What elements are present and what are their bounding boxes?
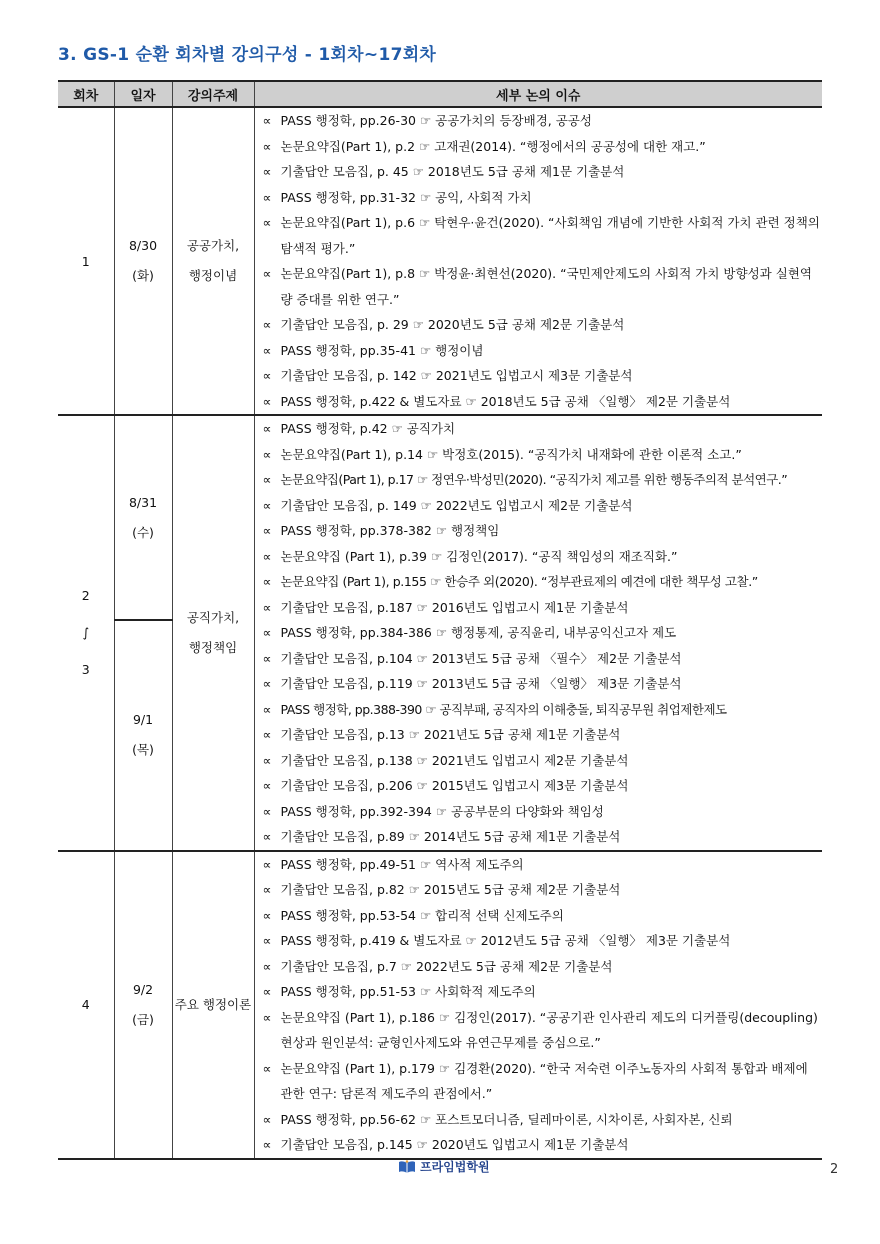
- list-item: ∝ 기출답안 모음집, p. 142 ☞ 2021년도 입법고시 제3문 기출분석: [262, 368, 633, 383]
- list-item: ∝ PASS 행정학, pp.53-54 ☞ 합리적 선택 신제도주의: [262, 907, 564, 923]
- issue-list: [254, 415, 822, 620]
- list-item: ∝ 기출답안 모음집, p.89 ☞ 2014년도 5급 공채 제1문 기출분석: [262, 829, 621, 844]
- list-item: ∝ 기출답안 모음집, p. 149 ☞ 2022년도 입법고시 제2문 기출분석: [262, 497, 633, 513]
- list-item: ∝ 논문요약집(Part 1), p.8 ☞ 박정윤·최현선(2020). “국민제안제도의 사회적 가치 방향성과 실현역량 증대를 위한 연구.”: [262, 266, 812, 307]
- issue-list: [254, 107, 822, 415]
- issue-list: [254, 620, 822, 851]
- list-item: ∝ 논문요약집 (Part 1), p.39 ☞ 김정인(2017). “공직 책임성의 재조직화.”: [262, 548, 678, 564]
- schedule-table: [58, 80, 822, 1160]
- list-item: ∝ 기출답안 모음집, p.145 ☞ 2020년도 입법고시 제1문 기출분석: [262, 1137, 629, 1152]
- table-header-row: [58, 81, 822, 107]
- footer-logo: [398, 1158, 490, 1175]
- list-item: ∝ 기출답안 모음집, p.206 ☞ 2015년도 입법고시 제3문 기출분석: [262, 778, 629, 793]
- list-item: ∝ PASS 행정학, pp.31-32 ☞ 공익, 사회적 가치: [262, 189, 532, 205]
- session-date: 8/31 (수): [114, 415, 172, 620]
- header-topic: 강의주제: [172, 81, 254, 107]
- list-item: ∝ 논문요약집 (Part 1), p.179 ☞ 김경환(2020). “한국 저숙련 이주노동자의 사회적 통합과 배제에 관한 연구: 담론적 제도주의 관점에서.”: [262, 1060, 808, 1101]
- session-number: 4: [58, 851, 114, 1159]
- list-item: ∝ PASS 행정학, pp.49-51 ☞ 역사적 제도주의: [262, 856, 524, 872]
- page-title: 3. GS-1 순환 회차별 강의구성 - 1회차~17회차: [58, 45, 437, 65]
- list-item: ∝ 논문요약집 (Part 1), p.155 ☞ 한승주 외(2020). “정부관료제의 예견에 대한 책무성 고찰.”: [262, 574, 758, 589]
- issue-list: [254, 851, 822, 1159]
- table-row: [58, 107, 822, 415]
- list-item: ∝ 기출답안 모음집, p.104 ☞ 2013년도 5급 공채 〈필수〉 제2문 기출분석: [262, 650, 682, 666]
- session-topic: 공공가치, 행정이념: [172, 107, 254, 415]
- table-row: [58, 415, 822, 620]
- session-date: 9/1 (목): [114, 620, 172, 851]
- list-item: ∝ PASS 행정학, pp.378-382 ☞ 행정책임: [262, 523, 500, 538]
- list-item: ∝ PASS 행정학, pp.51-53 ☞ 사회학적 제도주의: [262, 984, 536, 999]
- list-item: ∝ 논문요약집(Part 1), p.2 ☞ 고재권(2014). “행정에서의 공공성에 대한 재고.”: [262, 138, 706, 154]
- list-item: ∝ 기출답안 모음집, p.187 ☞ 2016년도 입법고시 제1문 기출분석: [262, 599, 629, 615]
- list-item: ∝ 기출답안 모음집, p.119 ☞ 2013년도 5급 공채 〈일행〉 제3문 기출분석: [262, 676, 682, 691]
- list-item: ∝ 논문요약집(Part 1), p.17 ☞ 정연우·박성민(2020). “공직가치 제고를 위한 행동주의적 분석연구.”: [262, 472, 788, 487]
- session-topic: 공직가치, 행정책임: [172, 415, 254, 851]
- list-item: ∝ 기출답안 모음집, p.13 ☞ 2021년도 5급 공채 제1문 기출분석: [262, 727, 621, 742]
- list-item: ∝ PASS 행정학, p.422 & 별도자료 ☞ 2018년도 5급 공채 〈일행〉 제2문 기출분석: [262, 393, 731, 409]
- header-issues: 세부 논의 이슈: [254, 81, 822, 107]
- list-item: ∝ 기출답안 모음집, p. 29 ☞ 2020년도 5급 공채 제2문 기출분석: [262, 317, 625, 332]
- session-topic: 주요 행정이론: [172, 851, 254, 1159]
- list-item: ∝ 기출답안 모음집, p.138 ☞ 2021년도 입법고시 제2문 기출분석: [262, 752, 629, 768]
- session-number: 1: [58, 107, 114, 415]
- list-item: ∝ 논문요약집(Part 1), p.6 ☞ 탁현우·윤건(2020). “사회책임 개념에 기반한 사회적 가치 관련 정책의 탐색적 평가.”: [262, 215, 820, 256]
- header-date: 일자: [114, 81, 172, 107]
- list-item: ∝ 논문요약집 (Part 1), p.186 ☞ 김정인(2017). “공공기관 인사관리 제도의 디커플링(decoupling) 현상과 원인분석: 균형인사제도와 유연근무제를 중심으로.”: [262, 1009, 818, 1050]
- list-item: ∝ PASS 행정학, pp.56-62 ☞ 포스트모더니즘, 딜레마이론, 시차이론, 사회자본, 신뢰: [262, 1111, 733, 1127]
- table-row: [58, 851, 822, 1159]
- list-item: ∝ PASS 행정학, pp.35-41 ☞ 행정이념: [262, 342, 484, 358]
- book-icon: [398, 1160, 416, 1174]
- list-item: ∝ PASS 행정학, p.42 ☞ 공직가치: [262, 421, 456, 436]
- list-item: ∝ 기출답안 모음집, p. 45 ☞ 2018년도 5급 공채 제1문 기출분석: [262, 164, 625, 179]
- session-number: 2 ∫ 3: [58, 415, 114, 851]
- list-item: ∝ 기출답안 모음집, p.7 ☞ 2022년도 5급 공채 제2문 기출분석: [262, 958, 613, 974]
- session-date: 8/30 (화): [114, 107, 172, 415]
- header-session: 회차: [58, 81, 114, 107]
- list-item: ∝ PASS 행정학, pp.384-386 ☞ 행정통제, 공직윤리, 내부공익신고자 제도: [262, 625, 677, 640]
- list-item: ∝ 논문요약집(Part 1), p.14 ☞ 박정호(2015). “공직가치 내재화에 관한 이론적 소고.”: [262, 446, 742, 462]
- footer-logo-text: 프라임법학원: [420, 1160, 490, 1174]
- list-item: ∝ PASS 행정학, pp.388-390 ☞ 공직부패, 공직자의 이해충돌, 퇴직공무원 취업제한제도: [262, 701, 727, 717]
- list-item: ∝ PASS 행정학, pp.26-30 ☞ 공공가치의 등장배경, 공공성: [262, 113, 592, 128]
- list-item: ∝ 기출답안 모음집, p.82 ☞ 2015년도 5급 공채 제2문 기출분석: [262, 882, 621, 897]
- page-number: 2: [830, 1162, 839, 1177]
- list-item: ∝ PASS 행정학, pp.392-394 ☞ 공공부문의 다양화와 책임성: [262, 803, 604, 819]
- list-item: ∝ PASS 행정학, p.419 & 별도자료 ☞ 2012년도 5급 공채 〈일행〉 제3문 기출분석: [262, 933, 731, 948]
- session-date: 9/2 (금): [114, 851, 172, 1159]
